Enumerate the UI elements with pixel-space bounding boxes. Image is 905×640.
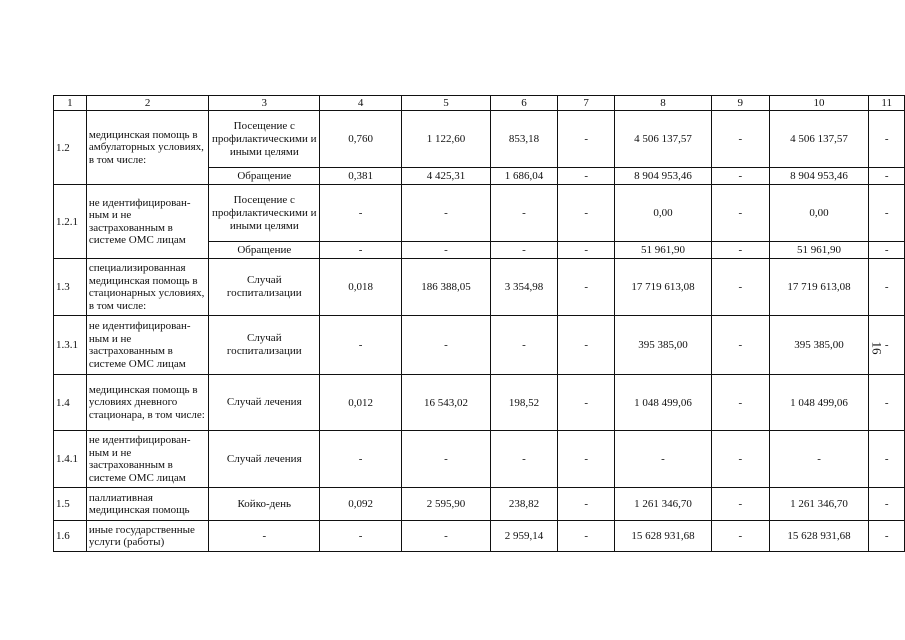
value-cell: 1 261 346,70 <box>769 488 869 521</box>
header-cell: 6 <box>490 96 557 111</box>
value-cell: 198,52 <box>490 375 557 431</box>
value-cell: - <box>320 431 402 488</box>
value-cell: - <box>869 185 905 242</box>
value-cell: - <box>869 488 905 521</box>
value-cell: 0,092 <box>320 488 402 521</box>
header-cell: 4 <box>320 96 402 111</box>
table-row <box>54 521 905 552</box>
value-cell: 395 385,00 <box>769 316 869 375</box>
unit-cell: Койко-день <box>209 488 320 521</box>
header-cell: 1 <box>54 96 87 111</box>
unit-cell: Посещение с профилактическими и иными целями <box>209 111 320 168</box>
row-number: 1.4.1 <box>54 431 87 488</box>
value-cell: - <box>558 488 615 521</box>
value-cell: - <box>869 168 905 185</box>
value-cell: 0,012 <box>320 375 402 431</box>
value-cell: 1 122,60 <box>402 111 491 168</box>
row-name: не идентифицирован-ным и не застрахованным в системе ОМС лицам <box>86 431 209 488</box>
value-cell: 4 425,31 <box>402 168 491 185</box>
value-cell: 0,381 <box>320 168 402 185</box>
header-row <box>54 96 905 111</box>
row-name: медицинская помощь в условиях дневного стационара, в том числе: <box>86 375 209 431</box>
unit-cell: Случай госпитализации <box>209 316 320 375</box>
value-cell: 1 048 499,06 <box>615 375 712 431</box>
value-cell: 2 595,90 <box>402 488 491 521</box>
value-cell: - <box>615 431 712 488</box>
value-cell: - <box>869 111 905 168</box>
value-cell: - <box>558 431 615 488</box>
value-cell: 3 354,98 <box>490 259 557 316</box>
value-cell: - <box>402 316 491 375</box>
value-cell: - <box>711 316 769 375</box>
value-cell: - <box>320 185 402 242</box>
value-cell: - <box>558 521 615 552</box>
value-cell: - <box>320 521 402 552</box>
row-number: 1.2 <box>54 111 87 185</box>
value-cell: 17 719 613,08 <box>615 259 712 316</box>
value-cell: - <box>490 316 557 375</box>
value-cell: 186 388,05 <box>402 259 491 316</box>
value-cell: - <box>711 185 769 242</box>
page-number: 16 <box>869 341 885 355</box>
value-cell: 1 048 499,06 <box>769 375 869 431</box>
header-cell: 11 <box>869 96 905 111</box>
value-cell: - <box>711 168 769 185</box>
value-cell: 0,018 <box>320 259 402 316</box>
row-name: специализированная медицинская помощь в стационарных условиях, в том числе: <box>86 259 209 316</box>
unit-cell: Обращение <box>209 168 320 185</box>
value-cell: - <box>402 431 491 488</box>
value-cell: 51 961,90 <box>769 242 869 259</box>
value-cell: 17 719 613,08 <box>769 259 869 316</box>
value-cell: 0,00 <box>615 185 712 242</box>
header-cell: 9 <box>711 96 769 111</box>
value-cell: 2 959,14 <box>490 521 557 552</box>
value-cell: 8 904 953,46 <box>769 168 869 185</box>
unit-cell: - <box>209 521 320 552</box>
header-cell: 2 <box>86 96 209 111</box>
value-cell: 1 686,04 <box>490 168 557 185</box>
value-cell: 51 961,90 <box>615 242 712 259</box>
value-cell: 15 628 931,68 <box>769 521 869 552</box>
value-cell: 1 261 346,70 <box>615 488 712 521</box>
unit-cell: Обращение <box>209 242 320 259</box>
value-cell: 395 385,00 <box>615 316 712 375</box>
value-cell: 0,00 <box>769 185 869 242</box>
table-row <box>54 375 905 431</box>
row-number: 1.5 <box>54 488 87 521</box>
row-number: 1.3.1 <box>54 316 87 375</box>
row-name: не идентифицирован-ным и не застрахованным в системе ОМС лицам <box>86 316 209 375</box>
table-row <box>54 185 905 242</box>
value-cell: 15 628 931,68 <box>615 521 712 552</box>
value-cell: - <box>869 259 905 316</box>
value-cell: - <box>711 242 769 259</box>
value-cell: - <box>769 431 869 488</box>
value-cell: 4 506 137,57 <box>615 111 712 168</box>
table-row <box>54 431 905 488</box>
value-cell: - <box>490 431 557 488</box>
header-cell: 3 <box>209 96 320 111</box>
value-cell: - <box>402 242 491 259</box>
value-cell: - <box>558 375 615 431</box>
value-cell: - <box>320 316 402 375</box>
value-cell: - <box>490 242 557 259</box>
value-cell: 238,82 <box>490 488 557 521</box>
value-cell: - <box>558 259 615 316</box>
header-cell: 7 <box>558 96 615 111</box>
financial-table <box>53 95 905 552</box>
row-number: 1.2.1 <box>54 185 87 259</box>
value-cell: 8 904 953,46 <box>615 168 712 185</box>
value-cell: - <box>711 375 769 431</box>
table-row <box>54 259 905 316</box>
value-cell: - <box>711 488 769 521</box>
value-cell: 853,18 <box>490 111 557 168</box>
unit-cell: Случай госпитализации <box>209 259 320 316</box>
unit-cell: Случай лечения <box>209 431 320 488</box>
unit-cell: Посещение с профилактическими и иными целями <box>209 185 320 242</box>
value-cell: - <box>869 242 905 259</box>
value-cell: - <box>402 521 491 552</box>
row-number: 1.4 <box>54 375 87 431</box>
value-cell: - <box>869 375 905 431</box>
value-cell: - <box>558 242 615 259</box>
value-cell: - <box>711 111 769 168</box>
header-cell: 5 <box>402 96 491 111</box>
value-cell: - <box>558 316 615 375</box>
value-cell: 4 506 137,57 <box>769 111 869 168</box>
value-cell: - <box>711 259 769 316</box>
row-name: медицинская помощь в амбулаторных условиях, в том числе: <box>86 111 209 185</box>
value-cell: - <box>558 185 615 242</box>
table-row <box>54 111 905 168</box>
value-cell: - <box>558 111 615 168</box>
value-cell: 16 543,02 <box>402 375 491 431</box>
value-cell: - <box>869 316 905 375</box>
value-cell: - <box>320 242 402 259</box>
header-cell: 8 <box>615 96 712 111</box>
value-cell: - <box>711 431 769 488</box>
value-cell: - <box>869 521 905 552</box>
value-cell: - <box>490 185 557 242</box>
value-cell: - <box>558 168 615 185</box>
value-cell: 0,760 <box>320 111 402 168</box>
unit-cell: Случай лечения <box>209 375 320 431</box>
table-row <box>54 316 905 375</box>
row-number: 1.6 <box>54 521 87 552</box>
value-cell: - <box>711 521 769 552</box>
row-number: 1.3 <box>54 259 87 316</box>
value-cell: - <box>869 431 905 488</box>
row-name: не идентифицирован-ным и не застрахованным в системе ОМС лицам <box>86 185 209 259</box>
value-cell: - <box>402 185 491 242</box>
row-name: иные государственные услуги (работы) <box>86 521 209 552</box>
table-row <box>54 488 905 521</box>
row-name: паллиативная медицинская помощь <box>86 488 209 521</box>
header-cell: 10 <box>769 96 869 111</box>
